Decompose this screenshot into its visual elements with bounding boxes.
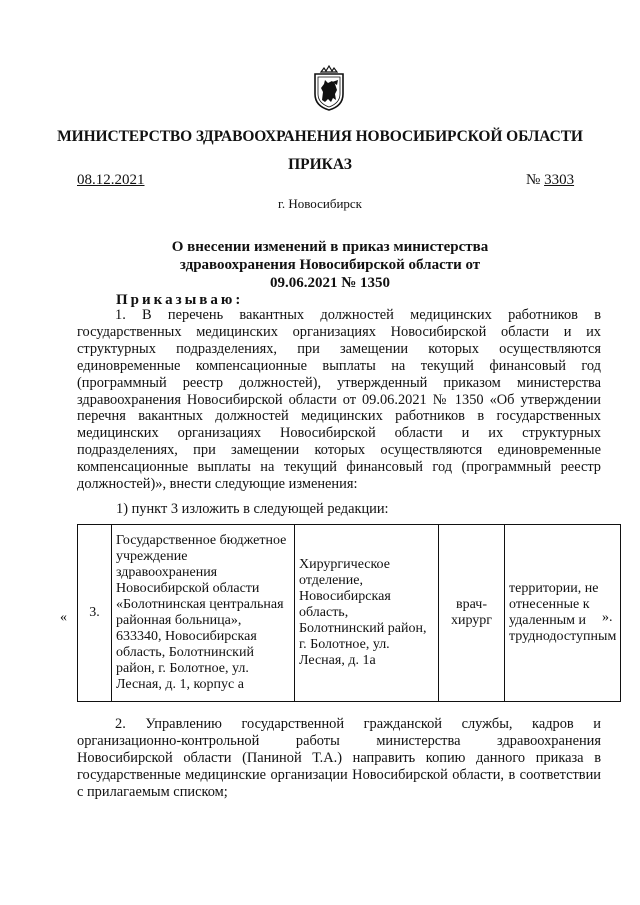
city: г. Новосибирск bbox=[277, 196, 362, 211]
positions-table bbox=[77, 524, 621, 702]
table-row bbox=[78, 525, 621, 702]
order-word: Приказываю: bbox=[116, 292, 244, 308]
order-date: 08.12.2021 bbox=[77, 172, 145, 188]
paragraph-1: 1. В перечень вакантных должностей медицинских работников в государственных медицинских организациях Новосибирской области и их структурных подразделениях, при замещении которых осуществляются единовременные компенсационные выплаты на текущий финансовый год (программный реестр должностей), утвержденный приказом министерства здравоохранения Новосибирской области от 09.06.2021 № 1350 «Об утверждении перечня вакантных должностей медицинских работников в государственных медицинских организациях Новосибирской области и их структурных подразделениях, при замещении которых осуществляются единовременные компенсационные выплаты на текущий финансовый год (программный реестр должностей)», внести следующие изменения: bbox=[77, 307, 601, 493]
document-title: О внесении изменений в приказ министерства здравоохранения Новосибирской области от 09.06.2021 № 1350 bbox=[171, 239, 489, 291]
quote-close: ». bbox=[602, 610, 613, 625]
order-number bbox=[526, 172, 574, 189]
coat-of-arms-icon bbox=[311, 64, 347, 112]
document-type: ПРИКАЗ bbox=[288, 156, 352, 173]
quote-open: « bbox=[60, 610, 67, 625]
order-number-value: 3303 bbox=[544, 172, 575, 188]
table-cell-department: Хирургическое отделение, Новосибирская область, Болотнинский район, г. Болотное, ул. Лесная, д. 1а bbox=[295, 525, 439, 702]
ministry-name: МИНИСТЕРСТВО ЗДРАВООХРАНЕНИЯ НОВОСИБИРСКОЙ ОБЛАСТИ bbox=[57, 128, 583, 145]
table-cell-position: врач-хирург bbox=[439, 525, 505, 702]
table-cell-organization: Государственное бюджетное учреждение здравоохранения Новосибирской области «Болотнинская центральная районная больница», 633340, Новосибирская область, Болотнинский район, г. Болотное, ул. Лесная, д. 1, корпус а bbox=[112, 525, 295, 702]
table-cell-index: 3. bbox=[78, 525, 112, 702]
order-number-prefix: № bbox=[526, 172, 545, 188]
table-cell-territory: территории, не отнесенные к удаленным и труднодоступным bbox=[505, 525, 621, 702]
subitem-1: 1) пункт 3 изложить в следующей редакции: bbox=[116, 501, 389, 517]
paragraph-2: 2. Управлению государственной гражданской службы, кадров и организационно-контрольной работы министерства здравоохранения Новосибирской области (Паниной Т.А.) направить копию данного приказа в государственные медицинские организации Новосибирской области, в соответствии с прилагаемым списком; bbox=[77, 716, 601, 800]
